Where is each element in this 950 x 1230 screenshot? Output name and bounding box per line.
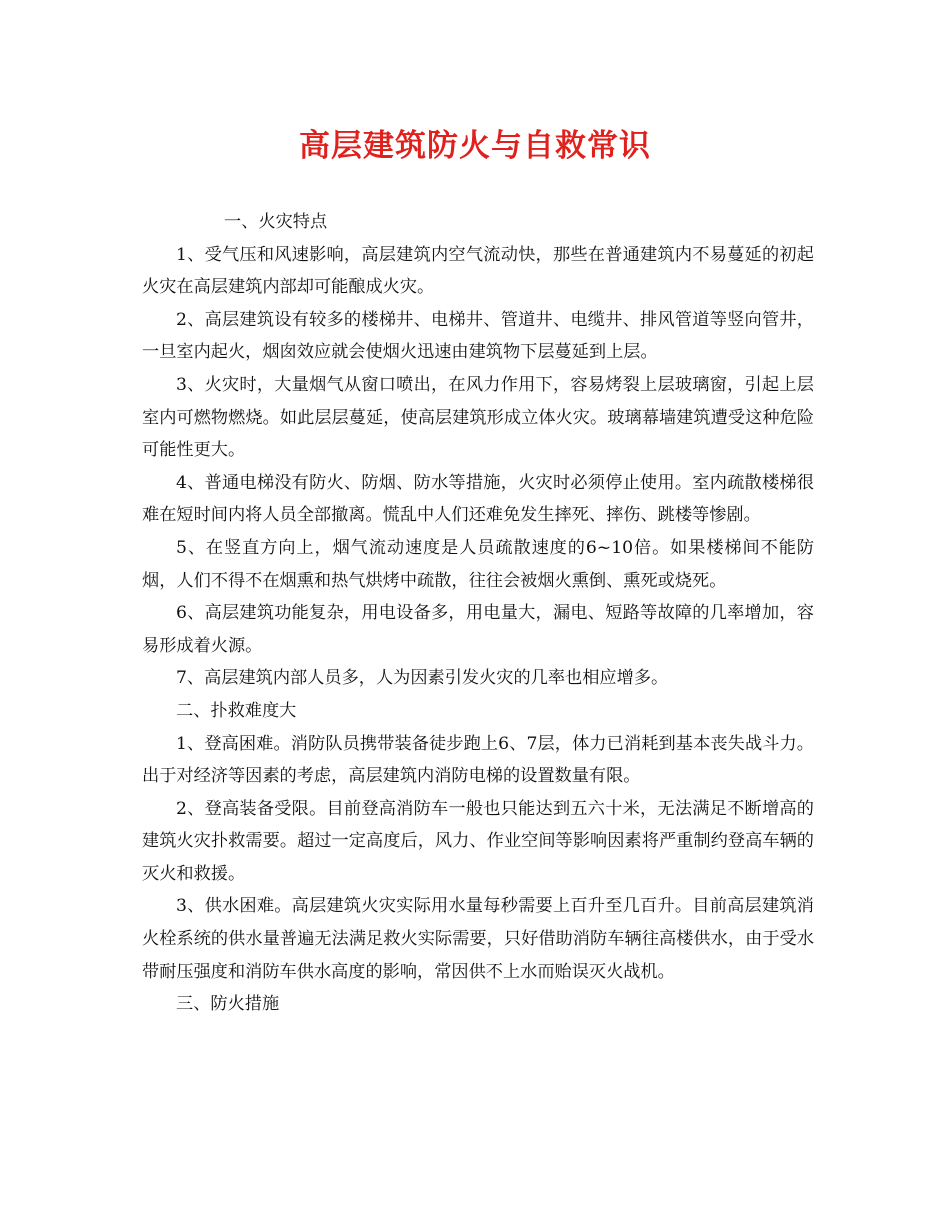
- section-heading-fire-characteristics: 一、火灾特点: [224, 212, 328, 232]
- paragraph: 5、在竖直方向上，烟气流动速度是人员疏散速度的6~10倍。如果楼梯间不能防烟，人们不得不在烟熏和热气烘烤中疏散，往往会被烟火熏倒、熏死或烧死。: [142, 537, 814, 591]
- paragraph: 4、普通电梯没有防火、防烟、防水等措施，火灾时必须停止使用。室内疏散楼梯很难在短时间内将人员全部撤离。慌乱中人们还难免发生摔死、摔伤、跳楼等惨剧。: [142, 472, 814, 526]
- section-heading-fire-prevention: 三、防火措施: [176, 994, 280, 1015]
- document-body: [142, 206, 814, 1021]
- paragraph: 6、高层建筑功能复杂，用电设备多，用电量大，漏电、短路等故障的几率增加，容易形成着火源。: [142, 603, 814, 656]
- section-heading-rescue-difficulty: 二、扑救难度大: [176, 700, 297, 721]
- paragraph: 3、供水困难。高层建筑火灾实际用水量每秒需要上百升至几百升。目前高层建筑消火栓系统的供水量普遍无法满足救火实际需要，只好借助消防车辆往高楼供水，由于受水带耐压强度和消防车供水高度的影响，常因供不上水而贻误灭火战机。: [142, 896, 814, 982]
- paragraph: 3、火灾时，大量烟气从窗口喷出，在风力作用下，容易烤裂上层玻璃窗，引起上层室内可燃物燃烧。如此层层蔓延，使高层建筑形成立体火灾。玻璃幕墙建筑遭受这种危险可能性更大。: [142, 374, 814, 461]
- paragraph: 1、登高困难。消防队员携带装备徒步跑上6、7层，体力已消耗到基本丧失战斗力。出于对经济等因素的考虑，高层建筑内消防电梯的设置数量有限。: [142, 733, 814, 787]
- paragraph: 1、受气压和风速影响，高层建筑内空气流动快，那些在普通建筑内不易蔓延的初起火灾在高层建筑内部却可能酿成火灾。: [142, 244, 814, 298]
- paragraph: 2、登高装备受限。目前登高消防车一般也只能达到五六十米，无法满足不断增高的建筑火灾扑救需要。超过一定高度后，风力、作业空间等影响因素将严重制约登高车辆的灭火和救援。: [142, 798, 814, 884]
- document-title: 高层建筑防火与自救常识: [299, 128, 651, 164]
- paragraph: 7、高层建筑内部人员多，人为因素引发火灾的几率也相应增多。: [176, 668, 669, 689]
- paragraph: 2、高层建筑设有较多的楼梯井、电梯井、管道井、电缆井、排风管道等竖向管井，一旦室内起火，烟囱效应就会使烟火迅速由建筑物下层蔓延到上层。: [142, 309, 814, 363]
